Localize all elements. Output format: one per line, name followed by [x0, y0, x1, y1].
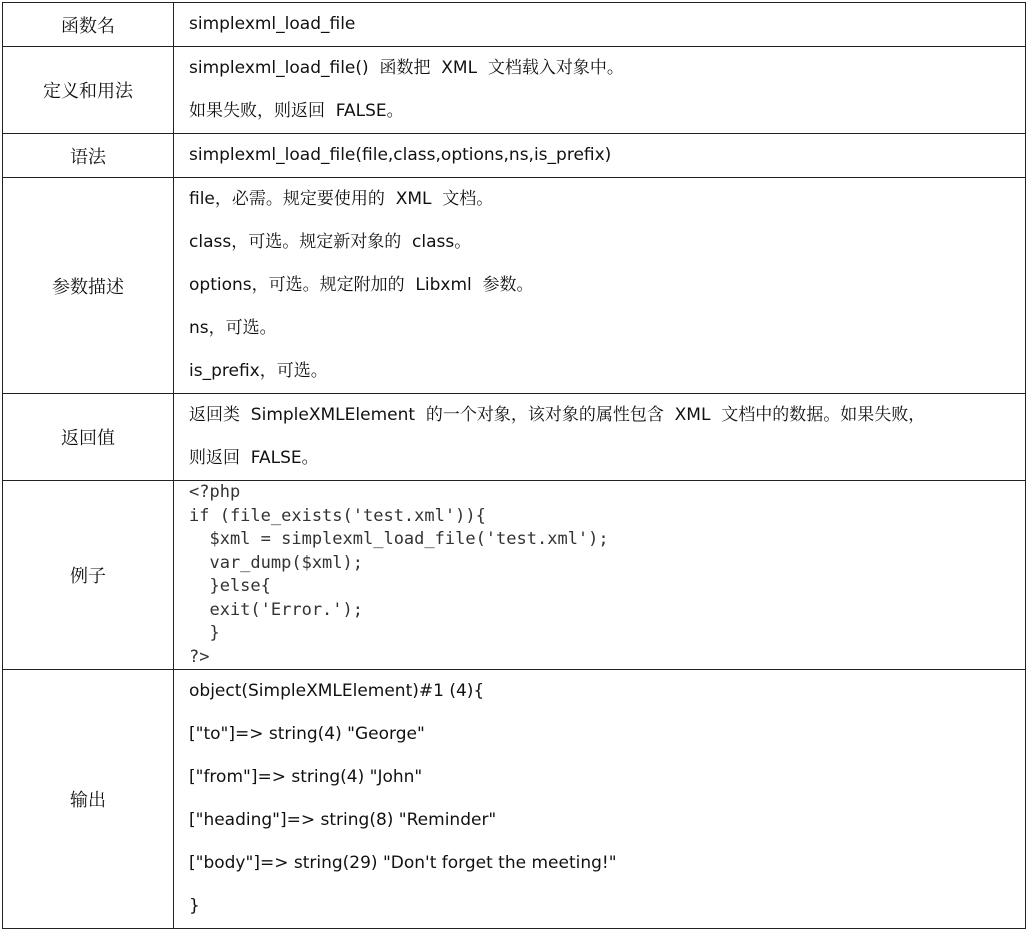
output-line: ["body"]=> string(29) "Don't forget the meeting!"	[189, 853, 617, 873]
row-definition	[3, 47, 1026, 134]
content-function-name	[174, 3, 1026, 47]
row-function-name	[3, 3, 1026, 47]
function-name-text: simplexml_load_file	[189, 14, 356, 34]
definition-line: 如果失败，则返回 FALSE。	[189, 101, 404, 121]
output-line: }	[189, 896, 200, 916]
example-code-block	[174, 481, 1026, 670]
output-line: ["from"]=> string(4) "John"	[189, 767, 423, 787]
label-return-value: 返回值	[3, 394, 174, 481]
row-parameters	[3, 178, 1026, 394]
row-return-value	[3, 394, 1026, 481]
content-syntax	[174, 134, 1026, 178]
code-line: <?php	[189, 482, 241, 502]
label-syntax: 语法	[3, 134, 174, 178]
code-line: }	[189, 623, 220, 643]
content-output	[174, 670, 1026, 929]
code-line: ?>	[189, 646, 210, 667]
parameter-line: class，可选。规定新对象的 class。	[189, 232, 472, 252]
content-definition	[174, 47, 1026, 134]
label-example: 例子	[3, 481, 174, 670]
return-value-line: 则返回 FALSE。	[189, 448, 319, 468]
code-line: var_dump($xml);	[189, 552, 363, 573]
label-definition: 定义和用法	[3, 47, 174, 134]
parameter-line: is_prefix，可选。	[189, 361, 328, 381]
content-parameters	[174, 178, 1026, 394]
code-line: if (file_exists('test.xml')){	[189, 505, 486, 526]
parameter-line: file，必需。规定要使用的 XML 文档。	[189, 189, 494, 209]
code-line: }else{	[189, 576, 271, 596]
label-parameters: 参数描述	[3, 178, 174, 394]
output-line: ["to"]=> string(4) "George"	[189, 724, 425, 744]
definition-line: simplexml_load_file() 函数把 XML 文档载入对象中。	[189, 58, 624, 78]
code-line: $xml = simplexml_load_file('test.xml');	[189, 529, 609, 549]
content-return-value	[174, 394, 1026, 481]
output-line: ["heading"]=> string(8) "Reminder"	[189, 810, 497, 830]
row-example	[3, 481, 1026, 670]
label-output: 输出	[3, 670, 174, 929]
function-reference-table	[2, 2, 1026, 929]
code-line: exit('Error.');	[189, 599, 363, 620]
return-value-line: 返回类 SimpleXMLElement 的一个对象，该对象的属性包含 XML 文档中的数据。如果失败，	[189, 405, 926, 425]
label-function-name: 函数名	[3, 3, 174, 47]
parameter-line: options，可选。规定附加的 Libxml 参数。	[189, 275, 534, 295]
syntax-text: simplexml_load_file(file,class,options,ns,is_prefix)	[189, 145, 612, 165]
output-line: object(SimpleXMLElement)#1 (4){	[189, 681, 485, 701]
row-syntax	[3, 134, 1026, 178]
parameter-line: ns，可选。	[189, 318, 277, 338]
row-output	[3, 670, 1026, 929]
